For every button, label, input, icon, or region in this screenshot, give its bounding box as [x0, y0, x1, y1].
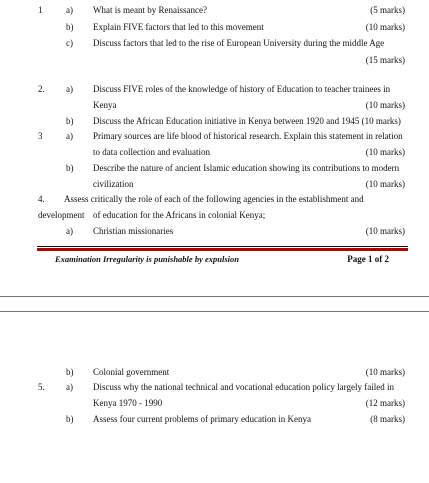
q3b-label: b) [66, 163, 74, 173]
q4-intro-line1: Assess critically the role of each of the following agencies in the establishment and [64, 194, 364, 204]
q5a-label: a) [66, 382, 73, 392]
q1c-marks: (15 marks) [365, 55, 405, 65]
q1c-text: Discuss factors that led to the rise of European University during the middle Age [93, 38, 385, 48]
q5a-text-line2: Kenya 1970 - 1990 [93, 398, 163, 408]
q4b-label: b) [66, 367, 74, 377]
q4b-text: Colonial government [93, 367, 170, 377]
q5b-text: Assess four current problems of primary education in Kenya [93, 414, 311, 424]
q3b-text-line2: civilization [93, 179, 134, 189]
q2b-label: b) [66, 116, 74, 126]
q5b-marks: (8 marks) [370, 414, 405, 424]
page-number: Page 1 of 2 [347, 254, 389, 264]
q1a-marks: (5 marks) [370, 5, 405, 15]
q1a-text: What is meant by Renaissance? [93, 5, 207, 15]
q5a-text-line1: Discuss why the national technical and vocational education policy largely failed in [93, 382, 394, 392]
q2a-text-line1: Discuss FIVE roles of the knowledge of history of Education to teacher trainees in [93, 84, 391, 94]
q3a-marks: (10 marks) [365, 147, 405, 157]
q3a-text-line2: to data collection and evaluation [93, 147, 210, 157]
question-4-number: 4. [38, 194, 45, 204]
footer-rule-accent [37, 248, 408, 251]
question-5-number: 5. [38, 382, 45, 392]
q3a-text-line1: Primary sources are life blood of historical research. Explain this statement in relation [93, 131, 403, 141]
q1b-marks: (10 marks) [365, 22, 405, 32]
q1a-label: a) [66, 5, 73, 15]
q4-intro-line2b: of education for the Africans in colonial Kenya; [93, 210, 266, 220]
q4b-marks: (10 marks) [365, 367, 405, 377]
question-3-number: 3 [38, 131, 43, 141]
q2a-label: a) [66, 84, 73, 94]
page-break-line-top [0, 296, 429, 297]
q4a-text: Christian missionaries [93, 226, 174, 236]
q1c-label: c) [66, 38, 73, 48]
q2b-text: Discuss the African Education initiative in Kenya between 1920 and 1945 (10 marks) [93, 116, 401, 126]
q3a-label: a) [66, 131, 73, 141]
q1b-label: b) [66, 22, 74, 32]
q4a-label: a) [66, 226, 73, 236]
q1b-text: Explain FIVE factors that led to this movement [93, 22, 264, 32]
q2a-text-line2: Kenya [93, 100, 117, 110]
q3b-text-line1: Describe the nature of ancient Islamic education showing its contributions to modern [93, 163, 400, 173]
q3b-marks: (10 marks) [365, 179, 405, 189]
page-break-line-bottom [0, 311, 429, 312]
q2a-marks: (10 marks) [365, 100, 405, 110]
footer-notice: Examination Irregularity is punishable by expulsion [55, 254, 239, 264]
q4-intro-line2a: development [38, 210, 85, 220]
q5a-marks: (12 marks) [365, 398, 405, 408]
q5b-label: b) [66, 414, 74, 424]
question-1-number: 1 [38, 5, 43, 15]
footer-rule-top [37, 246, 408, 247]
question-2-number: 2. [38, 84, 45, 94]
q4a-marks: (10 marks) [365, 226, 405, 236]
